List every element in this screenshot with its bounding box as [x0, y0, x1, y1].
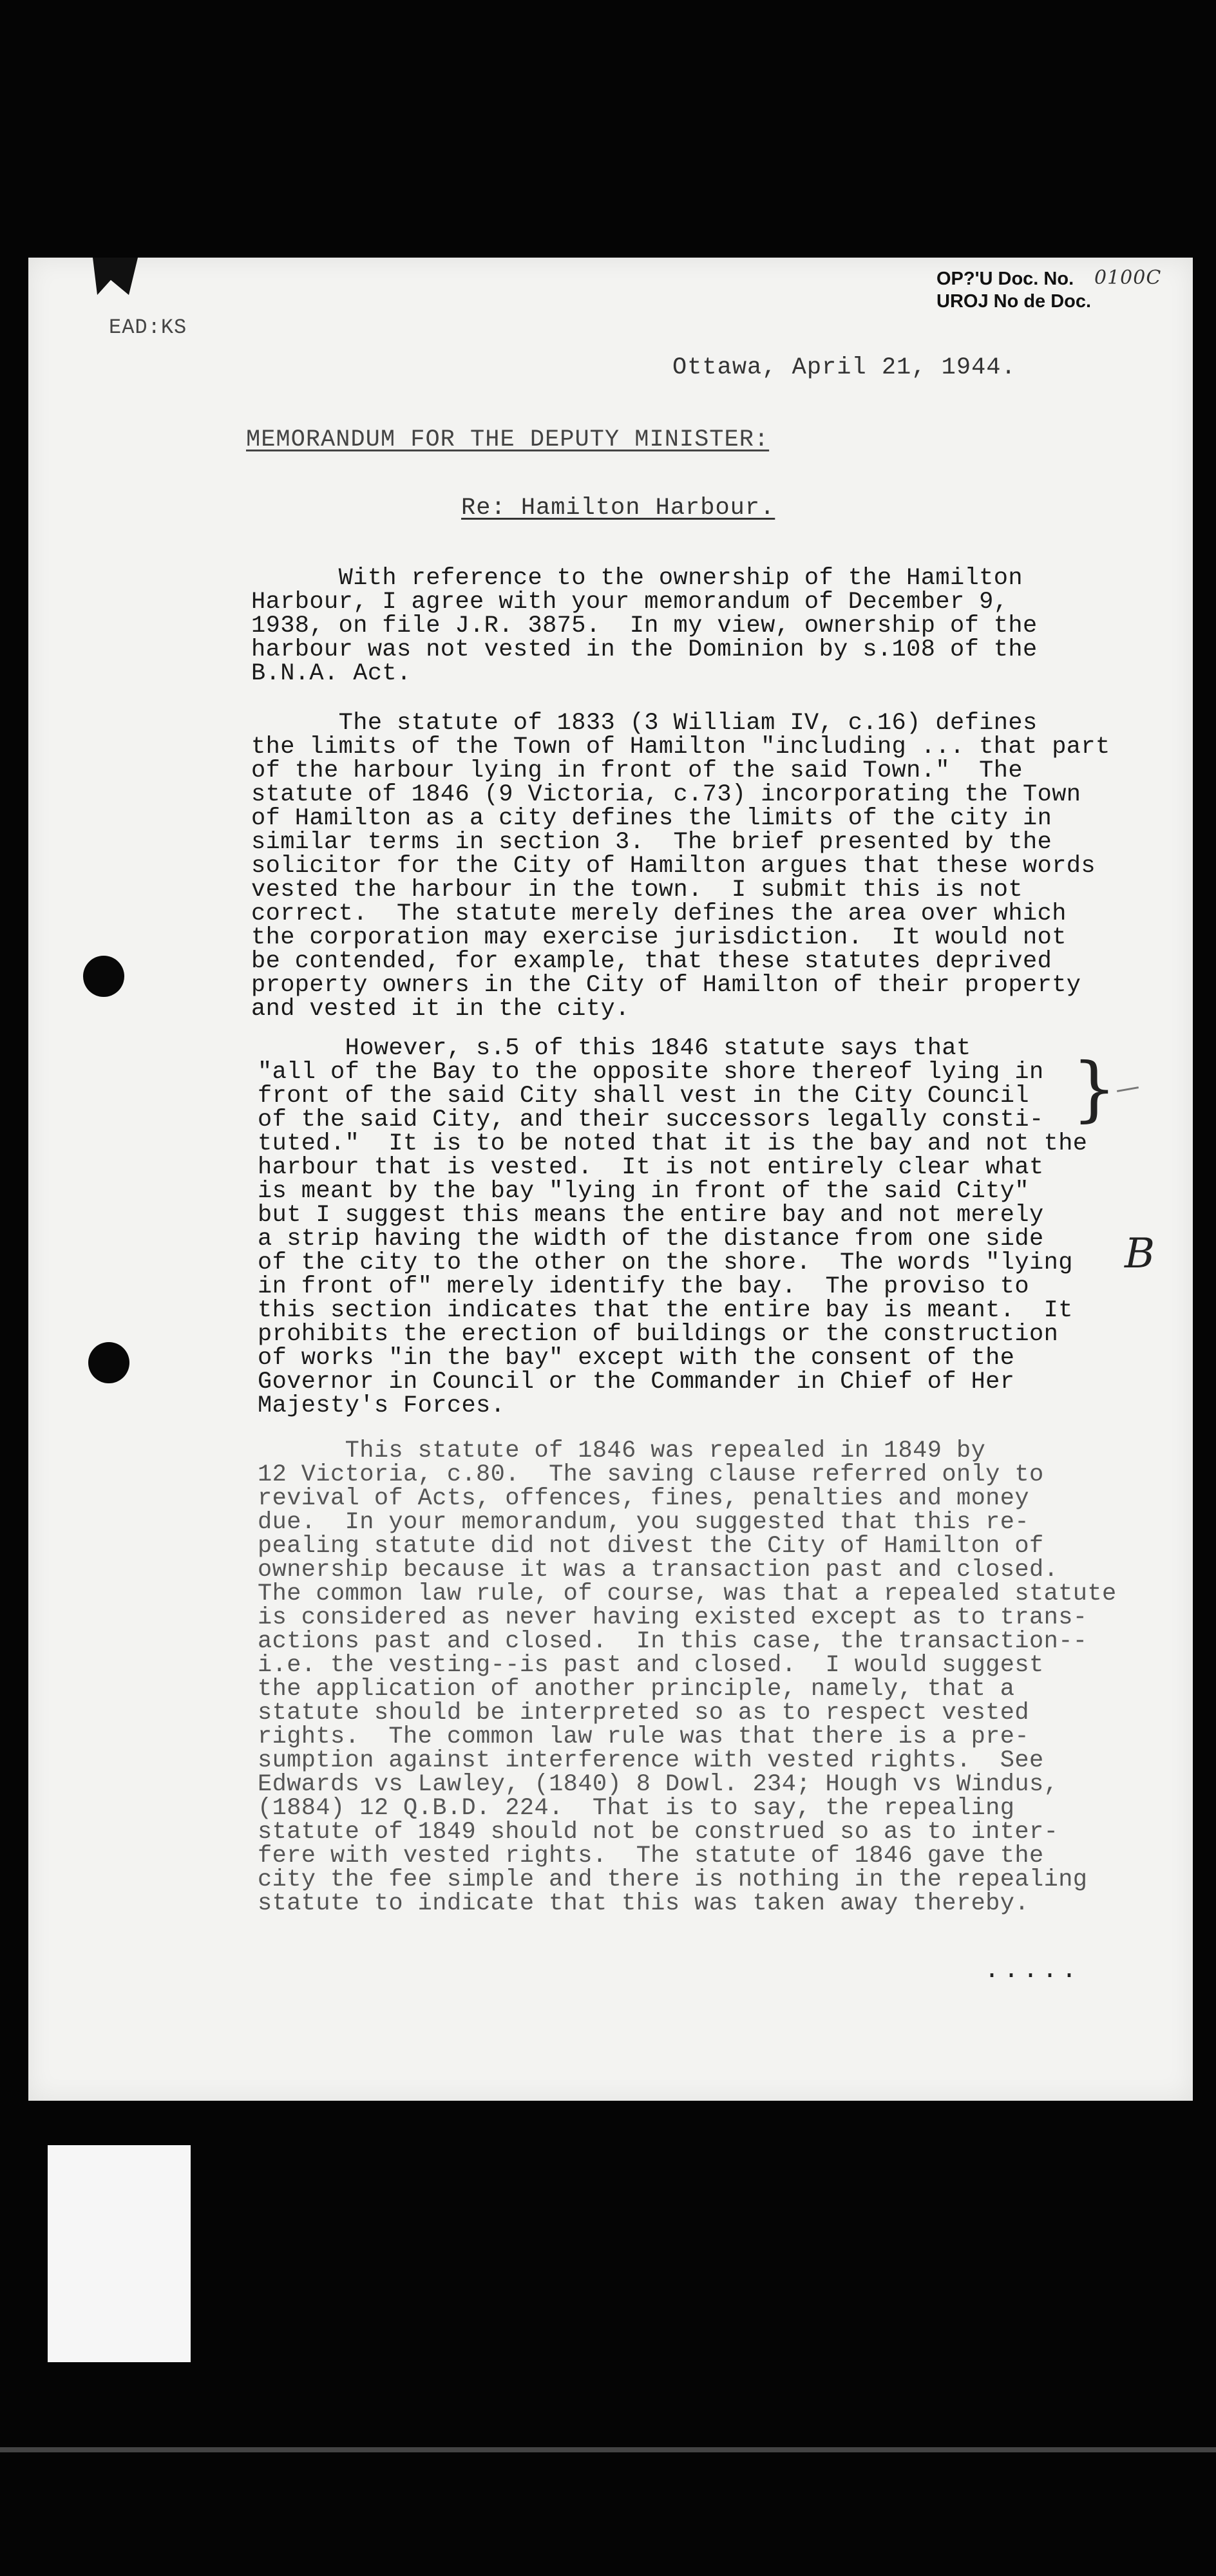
text-line: the corporation may exercise jurisdiction. It would not [251, 924, 1067, 951]
text-line: fere with vested rights. The statute of 1846 gave the [258, 1842, 1044, 1870]
text-line: This statute of 1846 was repealed in 1849 by [258, 1437, 986, 1464]
text-line: revival of Acts, offences, fines, penalties and money [258, 1485, 1029, 1512]
memo-date: Ottawa, April 21, 1944. [672, 354, 1016, 381]
stamp-line-2: UROJ No de Doc. [936, 291, 1092, 312]
text-line: of the harbour lying in front of the said Town." The [251, 757, 1023, 784]
text-line: but I suggest this means the entire bay and not merely [258, 1202, 1044, 1229]
text-line: the application of another principle, namely, that a [258, 1676, 1015, 1703]
text-line: "all of the Bay to the opposite shore thereof lying in [258, 1059, 1044, 1086]
text-line: is meant by the bay "lying in front of the said City" [258, 1178, 1029, 1205]
text-line: a strip having the width of the distance from one side [258, 1226, 1044, 1253]
text-line: actions past and closed. In this case, the transaction-- [258, 1628, 1088, 1655]
text-line: However, s.5 of this 1846 statute says that [258, 1035, 971, 1062]
text-line: rights. The common law rule was that there is a pre- [258, 1723, 1029, 1750]
text-line: harbour was not vested in the Dominion by s.108 of the [251, 636, 1038, 663]
text-line: due. In your memorandum, you suggested that this re- [258, 1509, 1029, 1536]
text-line: (1884) 12 Q.B.D. 224. That is to say, the repealing [258, 1795, 1015, 1822]
text-line: vested the harbour in the town. I submit this is not [251, 876, 1023, 904]
text-line: sumption against interference with vested rights. See [258, 1747, 1044, 1774]
paper-clip-mark [93, 258, 138, 295]
text-line: of Hamilton as a city defines the limits of the city in [251, 805, 1052, 832]
text-line: pealing statute did not divest the City of Hamilton of [258, 1533, 1044, 1560]
text-line: of works "in the bay" except with the consent of the [258, 1345, 1015, 1372]
text-line: statute of 1849 should not be construed so as to inter- [258, 1819, 1059, 1846]
document-number-stamp [936, 267, 1162, 313]
paragraph-1 [251, 567, 1038, 686]
text-line: property owners in the City of Hamilton of their property [251, 972, 1081, 999]
paragraph-3 [258, 1037, 1087, 1418]
handwritten-doc-number: 0100C [1094, 267, 1162, 289]
text-line: Harbour, I agree with your memorandum of December 9, [251, 589, 1009, 616]
text-line: The common law rule, of course, was that a repealed statute [258, 1580, 1117, 1607]
text-line: With reference to the ownership of the Hamilton [251, 565, 1023, 592]
text-line: The statute of 1833 (3 William IV, c.16) defines [251, 710, 1038, 737]
blank-slip [48, 2145, 191, 2362]
text-line: and vested it in the city. [251, 996, 630, 1023]
memorandum-page [28, 258, 1193, 2101]
text-line: prohibits the erection of buildings or the construction [258, 1321, 1059, 1348]
continuation-dots: ..... [984, 1956, 1081, 1985]
margin-tick-mark [1117, 1086, 1139, 1092]
text-line: front of the said City shall vest in the City Council [258, 1083, 1029, 1110]
text-line: i.e. the vesting--is past and closed. I would suggest [258, 1652, 1044, 1679]
text-line: this section indicates that the entire bay is meant. It [258, 1297, 1073, 1324]
text-line: correct. The statute merely defines the area over which [251, 900, 1067, 927]
paragraph-4 [258, 1439, 1117, 1916]
paragraph-2 [251, 712, 1110, 1021]
text-line: the limits of the Town of Hamilton "including ... that part [251, 734, 1110, 761]
reference-initials: EAD:KS [109, 316, 187, 339]
text-line: Edwards vs Lawley, (1840) 8 Dowl. 234; Hough vs Windus, [258, 1771, 1059, 1798]
memo-title: MEMORANDUM FOR THE DEPUTY MINISTER: [246, 426, 770, 453]
text-line: harbour that is vested. It is not entirely clear what [258, 1154, 1044, 1181]
text-line: 1938, on file J.R. 3875. In my view, ownership of the [251, 612, 1038, 639]
text-line: in front of" merely identify the bay. The proviso to [258, 1273, 1029, 1300]
text-line: ownership because it was a transaction past and closed. [258, 1557, 1059, 1584]
text-line: is considered as never having existed except as to trans- [258, 1604, 1088, 1631]
margin-brace: } [1072, 1047, 1117, 1130]
punch-hole-bottom [88, 1342, 129, 1383]
stamp-line-1: OP?'U Doc. No. [936, 269, 1074, 289]
text-line: statute should be interpreted so as to respect vested [258, 1700, 1029, 1727]
text-line: statute to indicate that this was taken away thereby. [258, 1890, 1029, 1917]
text-line: Majesty's Forces. [258, 1392, 506, 1419]
scan-edge-band [0, 2447, 1216, 2452]
text-line: tuted." It is to be noted that it is the bay and not the [258, 1130, 1088, 1157]
text-line: solicitor for the City of Hamilton argues that these words [251, 853, 1096, 880]
margin-letter-mark: B [1125, 1230, 1155, 1278]
text-line: Governor in Council or the Commander in Chief of Her [258, 1368, 1015, 1396]
text-line: of the said City, and their successors legally consti- [258, 1106, 1044, 1133]
text-line: statute of 1846 (9 Victoria, c.73) incorporating the Town [251, 781, 1081, 808]
memo-subject: Re: Hamilton Harbour. [461, 495, 775, 522]
text-line: similar terms in section 3. The brief presented by the [251, 829, 1052, 856]
text-line: city the fee simple and there is nothing in the repealing [258, 1866, 1088, 1893]
text-line: of the city to the other on the shore. The words "lying [258, 1249, 1073, 1276]
punch-hole-top [83, 956, 124, 997]
text-line: B.N.A. Act. [251, 660, 412, 687]
text-line: be contended, for example, that these statutes deprived [251, 948, 1052, 975]
text-line: 12 Victoria, c.80. The saving clause referred only to [258, 1461, 1044, 1488]
